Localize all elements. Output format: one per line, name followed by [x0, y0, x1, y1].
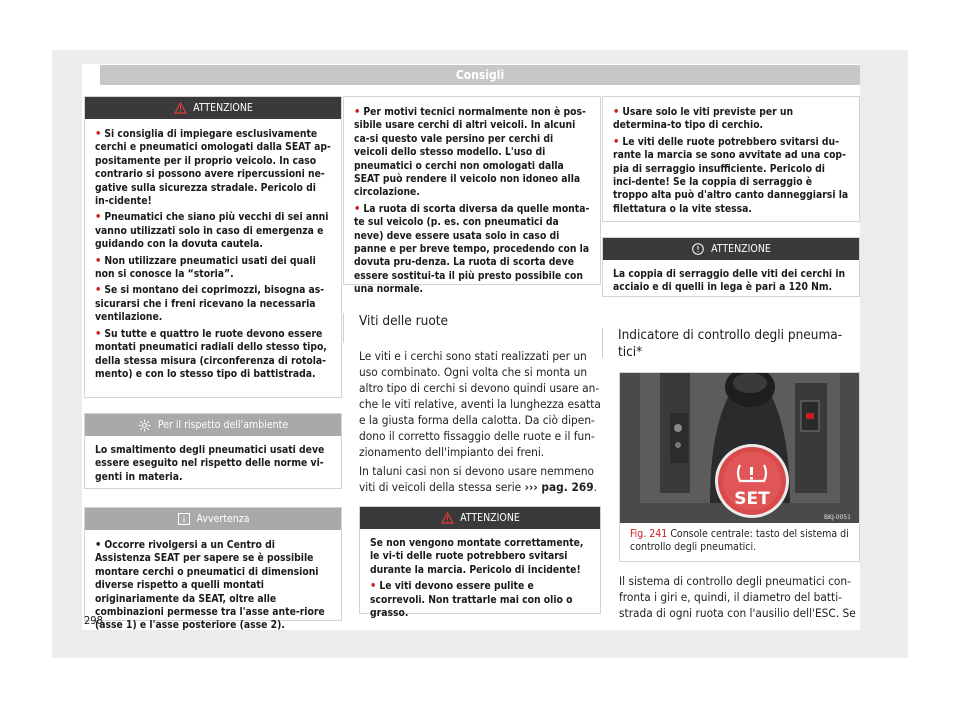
- list-item: • Pneumatici che siano più vecchi di sei anni vanno utilizzati solo in caso di emergenza e guidando con la dovuta cautela.: [95, 210, 329, 251]
- environment-box: [84, 413, 342, 489]
- column-2: [343, 96, 601, 620]
- column-1: [84, 96, 342, 632]
- warning-box-body: La coppia di serraggio delle viti dei cerchi in acciaio e di quelli in lega è pari a 120 Nm.: [613, 268, 846, 294]
- list-item: • Occorre rivolgersi a un Centro di Assistenza SEAT per sapere se è possibile montare cerchi o pneumatici di dimensioni diverse rispetto a quelli montati originariamente da SEAT, oltre alle combinazioni permesse tra l'asse ante-riore (asse 1) e l'asse posteriore (asse 2).: [95, 538, 325, 632]
- figure-code: BKJ-0051: [823, 514, 851, 521]
- page-reference-link[interactable]: ››› pag. 269: [524, 480, 594, 494]
- warning-box-body: [85, 119, 341, 390]
- note-box-title: Avvertenza: [196, 513, 250, 525]
- set-button-label: SET: [734, 489, 770, 509]
- warning-box-header: [85, 97, 341, 119]
- warning-continuation-box: [602, 96, 860, 222]
- section-title: Viti delle ruote: [343, 312, 601, 342]
- environment-box-body: Lo smaltimento degli pneumatici usati deve essere eseguito nel rispetto delle norme vi-genti in materia.: [95, 444, 325, 483]
- console-illustration: [620, 373, 859, 523]
- environment-box-title: Per il rispetto dell'ambiente: [157, 419, 289, 431]
- column-3: [602, 96, 860, 363]
- body-text: [619, 573, 859, 621]
- warning-continuation-body: [344, 97, 600, 306]
- warning-intro: Se non vengono montate correttamente, le vi-ti delle ruote potrebbero svitarsi durante la marcia. Pericolo di incidente!: [370, 537, 584, 576]
- environment-icon: [138, 418, 152, 432]
- warning-box-title: ATTENZIONE: [460, 512, 520, 524]
- warning-box: [84, 96, 342, 398]
- warning-triangle-icon: [440, 511, 454, 525]
- paragraph: In taluni casi non si devono usare nemmeno viti di veicoli della stessa serie ››› pag. 269.: [359, 464, 598, 494]
- warning-continuation-body: [603, 97, 859, 225]
- warning-box-body: [360, 529, 600, 629]
- list-item: • Se si montano dei coprimozzi, bisogna as-sicurarsi che i freni ricevano la necessaria ventilazione.: [95, 283, 325, 324]
- paragraph: Le viti e i cerchi sono stati realizzati per un uso combinato. Ogni volta che si monta un altro tipo di cerchi si devono quindi usare an-che le viti relative, aventi la lunghezza esatta e la giusta forma della calotta. Da ciò dipen-dono il corretto fissaggio delle ruote e il fun-zionamento dell'impianto dei freni.: [359, 349, 601, 459]
- paragraph: Il sistema di controllo degli pneumatici con-fronta i giri e, quindi, il diametro del batti-strada di ogni ruota con l'ausilio dell'ESC. Se: [619, 574, 856, 620]
- warning-box-title: ATTENZIONE: [711, 243, 771, 255]
- list-item: • Su tutte e quattro le ruote devono essere montati pneumatici radiali dello stesso tipo, della stessa misura (circonferenza di rotola-mento) e con lo stesso tipo di battistrada.: [95, 326, 327, 380]
- figure-241: [619, 372, 860, 562]
- warning-box: [602, 237, 860, 297]
- warning-triangle-icon: [173, 101, 187, 115]
- page-header: Consigli: [100, 65, 860, 85]
- exclamation-circle-icon: [691, 242, 705, 256]
- note-box: [84, 507, 342, 632]
- warning-box: [359, 506, 601, 620]
- section-title: Indicatore di controllo degli pneuma-tici*: [602, 327, 852, 363]
- note-box-body: [85, 530, 341, 642]
- list-item: • Le viti devono essere pulite e scorrevoli. Non trattarle mai con olio o grasso.: [370, 579, 573, 620]
- list-item: • Usare solo le viti previste per un determina-to tipo di cerchio.: [613, 105, 794, 132]
- note-box-header: [85, 508, 341, 530]
- info-icon: [177, 512, 191, 526]
- warning-box-header: [603, 238, 859, 260]
- list-item: • Per motivi tecnici normalmente non è pos-sibile usare cerchi di altri veicoli. In alcuni ca-si questo vale persino per cerchi di veicoli dello stesso modello. L'uso di pneumatici o cerchi non omologati dalla SEAT può rendere il veicolo non idoneo alla circolazione.: [354, 105, 586, 199]
- body-text: [343, 348, 601, 495]
- list-item: • Non utilizzare pneumatici usati dei quali non si conosce la “storia”.: [95, 253, 316, 281]
- list-item: • La ruota di scorta diversa da quelle monta-te sul veicolo (p. es. con pneumatici da neve) deve essere usata solo in caso di panne e per breve tempo, procedendo con la dovuta pru-denza. La ruota di scorta deve essere sostitui-ta il più presto possibile con una normale.: [354, 201, 590, 296]
- list-item: • Si consiglia di impiegare esclusivamente cerchi e pneumatici omologati dalla SEAT ap-positamente per il proprio veicolo. In caso contrario si possono avere ripercussioni ne-gative sulla sicurezza stradale. Pericolo di in-cidente!: [95, 127, 331, 208]
- warning-box-title: ATTENZIONE: [193, 102, 253, 114]
- warning-box-header: [360, 507, 600, 529]
- list-item: • Le viti delle ruote potrebbero svitarsi du-rante la marcia se sono avvitate ad una cop-pia di serraggio insufficiente. Pericolo di inci-dente! Se la coppia di serraggio è troppo alta può d'altro canto danneggiarsi la filettatura o la vite stessa.: [613, 134, 849, 215]
- figure-caption: Fig. 241 Console centrale: tasto del sistema di controllo degli pneumatici.: [630, 528, 849, 553]
- figure-number: Fig. 241: [630, 528, 668, 540]
- warning-continuation-box: [343, 96, 601, 296]
- page-number: 298: [84, 614, 103, 627]
- environment-box-header: [85, 414, 341, 436]
